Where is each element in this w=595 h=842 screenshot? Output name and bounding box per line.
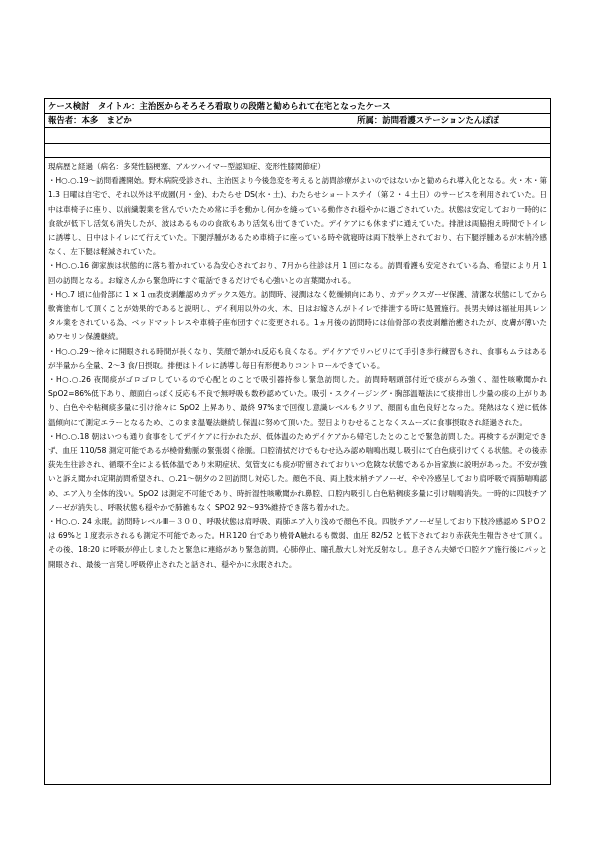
- history-paragraph: ・H○.○. 24 永眠。訪問時レベルⅢ－３００、呼吸状態は肩呼吸、両肺エア入り浅めで顔色不良。四肢チアノーゼ呈しており下肢冷感認め SＰO２ は 69%と１度表示されるも測定不可能であった。HＲ120 台であり橈骨A触れるも微弱、血圧 82/52 と低下されており赤荻先生報告させて頂く。その後、18:20 に呼吸が停止しましたと緊急に連絡があり緊急訪問。心肺停止、瞳孔散大し対光反射なし。息子さん夫婦で口腔ケア施行後にパッと開眼され、最後一言発し呼吸停止されたと話され、穏やかに永眠された。: [48, 517, 547, 569]
- reporter-row: [45, 114, 550, 128]
- reporter-name: 報告者：本多 まどか: [48, 115, 132, 125]
- affiliation: 所属：訪問看護ステーションたんぽぽ: [357, 115, 499, 125]
- history-paragraph: ・H○.○.26 夜間痰がゴロゴロしているので心配とのことで吸引器持参し緊急訪問した。訪問時咽頭部付近で痰がらみ強く、湿性咳嗽聞かれ SpO2=86%低下あり、顔面白っぽく反応も不良で無呼吸も数秒認めていた。吸引・スクイージング・胸部温罨法にて痰排出し少量の痰の上がりあり、白色やや粘稠痰多量に引け徐々に SpO2 上昇あり、最終 97%まで回復し意識レベルもクリア、顔面も血色良好となった。発熱はなく逆に低体温傾向にて測定エラーとなるため、このまま温罨法継続し保温に努めて頂いた。翌日よりむせることなくスムーズに食事摂取され経過された。: [48, 375, 547, 427]
- case-report-sheet: [44, 98, 551, 785]
- case-history-body: [45, 158, 550, 784]
- blank-row-2: [45, 144, 550, 158]
- history-paragraph: ・H○.○.19～訪問看護開始。野木病院受診され、主治医より今後急変を考えると訪問診療がよいのではないかと勧められ導入化となる。火・木・第 1.3 日曜は自宅で、それ以外は平成園(月・金)、わたらせ DS(水・土)、わたらせショートステイ（第２・４土日）のサービスを利用されていた。日中は車椅子に座り、以前繊製業を営んでいたため常に手を動かし何かを縫っている動作され穏やかに過ごされていた。状態は安定しており一時的に食欲が低下し活気も消失したが、波はあるものの食欲もあり活気も出てきていた。デイケアにも休まずに通えていた。排泄は両脇抱え時間でトイレに誘導し、日中はトイレにて行えていた。下腿浮腫があるため車椅子に座っている時や就寝時は両下肢挙上されており、右下腿浮腫あるが末梢冷感なく、左下腿は軽減されていた。: [48, 176, 547, 257]
- blank-row: [45, 128, 550, 144]
- history-heading: 現病歴と経過（病名：多発性脳梗塞、アルツハイマー型認知症、変形性膝関節症）: [48, 162, 326, 171]
- case-title: ケース検討 タイトル：主治医からそろそろ看取りの段階と勧められて在宅となったケース: [45, 99, 550, 114]
- history-paragraph: ・H○.○.29～徐々に開眼される時間が長くなり、笑顔で頷かれ反応も良くなる。デイケアでリハビリにて手引き歩行練習もされ、食事もムラはあるが半量から全量、2～3 食/日摂取。排便はトイレに誘導し毎日有形便ありコントロールできている。: [48, 346, 547, 370]
- history-paragraph: ・H○.○.18 朝はいつも通り食事をしてデイケアに行かれたが、低体温のためデイケアから帰宅したとのことで緊急訪問した。再検するが測定できず、血圧 110/58 測定可能であるが橈骨動脈の緊張弱く徐脈。口腔清拭だけでもむせ込み認め喘鳴出現し吸引にて白色痰引けてくる状態。その後赤荻先生往診され、循環不全による低体温であり末期症状、気管支にも痰が貯留されておりいつ危険な状態であるか旨家族に説明があった。不安が強いと訴え聞かれ定期訪問希望され、○.21～朝夕の２回訪問し対応した。顔色不良、両上肢末梢チアノーゼ、やや冷感呈しており肩呼吸で両肺喘鳴認め、エア入り全体的浅い。SpO2 は測定不可能であり、時折湿性咳嗽聞かれ鼻腔、口腔内吸引し白色粘稠痰多量に引け喘鳴消失。一時的に四肢チアノーゼが消失し、呼吸状態も穏やかで肺雑もなく SPO2 92～93%維持でき落ち着かれた。: [48, 431, 547, 512]
- history-paragraph: ・H○.○.16 御家族は状態的に落ち着かれている為安心されており、7月から往診は月 1 回になる。訪問看護も安定されている為、希望により月 1 回の訪問となる。お嫁さんから緊急時にすぐ電話できるだけでも心強いとの言葉聞かれる。: [48, 261, 547, 285]
- history-paragraph: ・H○.7 頃に仙骨部に 1 × 1 ㎝表皮剥離認めカデックス処方。訪問時、浸潤はなく乾燥傾向にあり、カデックスガーゼ保護、清潔な状態にしてから軟膏塗布して頂くことが効果的であると説明し、デイ利用以外の火、木、日はお嫁さんがトイレで排泄する時に処置施行。長男夫婦は福祉用具レンタル業をされている為、ベッドマットレスや車椅子座布団すぐに変更される。1ヵ月後の訪問時には仙骨部の表皮剥離治癒されたが、皮膚が薄いためワセリン保護継続。: [48, 289, 547, 342]
